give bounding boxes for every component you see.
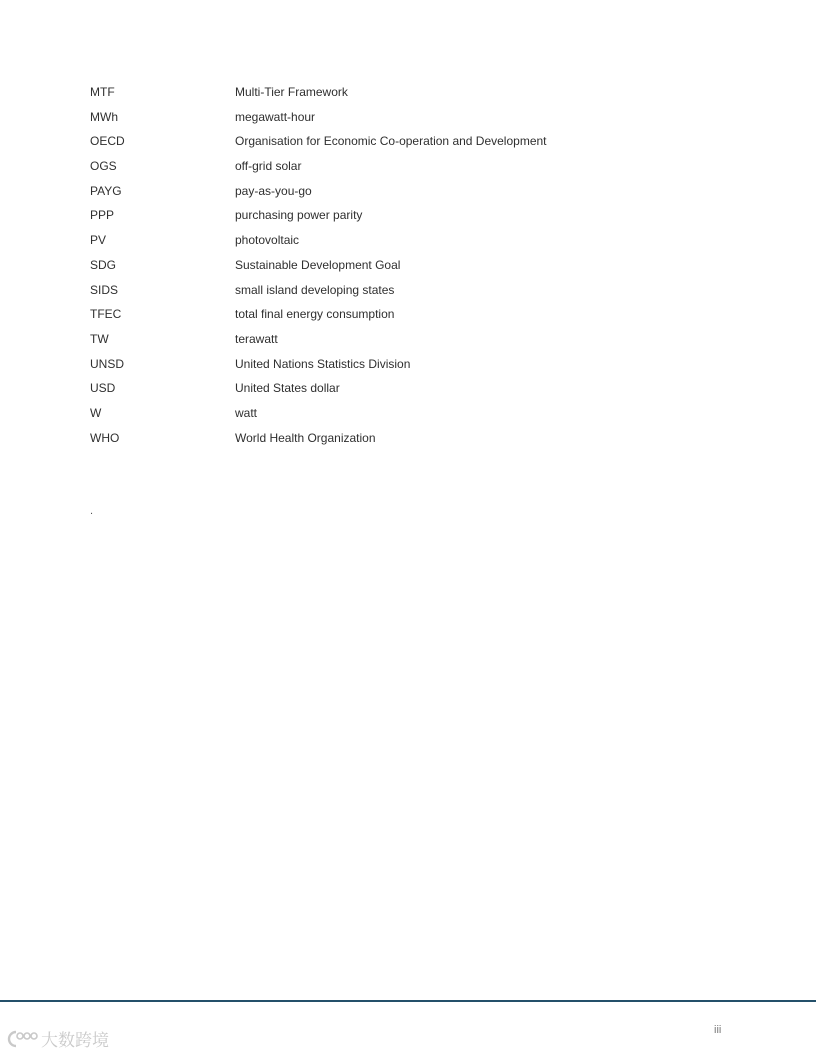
abbreviation-definition: total final energy consumption <box>235 307 395 322</box>
page-number: iii <box>714 1024 722 1036</box>
abbreviation-row <box>90 207 690 232</box>
abbreviation-term: WHO <box>90 430 120 445</box>
abbreviation-definition: small island developing states <box>235 282 395 297</box>
abbreviation-row <box>90 282 690 307</box>
abbreviation-row <box>90 405 690 430</box>
abbreviation-row <box>90 356 690 381</box>
abbreviation-term: SDG <box>90 257 117 272</box>
abbreviation-row <box>90 158 690 183</box>
abbreviation-term: MTF <box>90 85 115 99</box>
abbreviation-term: MWh <box>90 109 118 124</box>
abbreviation-term: PAYG <box>90 183 122 198</box>
abbreviation-term: TW <box>90 331 109 346</box>
abbreviation-term: W <box>90 405 102 420</box>
abbreviation-term: PPP <box>90 208 115 223</box>
abbreviation-definition: Organisation for Economic Co-operation and Development <box>235 134 547 149</box>
abbreviation-term: SIDS <box>90 282 119 297</box>
watermark-text: 大数跨境 <box>41 1031 109 1051</box>
abbreviation-term: USD <box>90 381 116 396</box>
abbreviation-row <box>90 306 690 331</box>
abbreviation-definition: Sustainable Development Goal <box>235 257 401 272</box>
abbreviation-definition: megawatt-hour <box>235 109 316 124</box>
abbreviation-definition: United States dollar <box>235 381 340 396</box>
abbreviation-list <box>90 84 690 454</box>
abbreviation-row <box>90 109 690 134</box>
abbreviation-term: UNSD <box>90 356 125 371</box>
abbreviation-row <box>90 183 690 208</box>
footer-rule <box>0 1000 816 1002</box>
stray-mark: . <box>90 505 94 517</box>
abbreviation-definition: United Nations Statistics Division <box>235 356 411 371</box>
abbreviation-row <box>90 380 690 405</box>
abbreviation-definition: purchasing power parity <box>235 208 363 223</box>
abbreviation-row <box>90 84 690 109</box>
abbreviation-row <box>90 430 690 455</box>
abbreviation-term: PV <box>90 233 107 248</box>
abbreviation-definition: World Health Organization <box>235 430 376 445</box>
abbreviation-term: OGS <box>90 159 117 174</box>
abbreviation-definition: watt <box>235 405 258 420</box>
abbreviation-definition: off-grid solar <box>235 159 302 174</box>
abbreviation-term: OECD <box>90 134 125 149</box>
watermark <box>6 1026 109 1051</box>
abbreviation-definition: terawatt <box>235 331 278 346</box>
abbreviation-definition: pay-as-you-go <box>235 183 312 198</box>
abbreviation-definition: photovoltaic <box>235 233 300 248</box>
watermark-logo-icon <box>6 1029 38 1049</box>
abbreviation-row <box>90 331 690 356</box>
abbreviation-term: TFEC <box>90 307 122 322</box>
abbreviation-row <box>90 133 690 158</box>
abbreviation-definition: Multi-Tier Framework <box>235 85 348 99</box>
abbreviation-row <box>90 257 690 282</box>
abbreviation-row <box>90 232 690 257</box>
